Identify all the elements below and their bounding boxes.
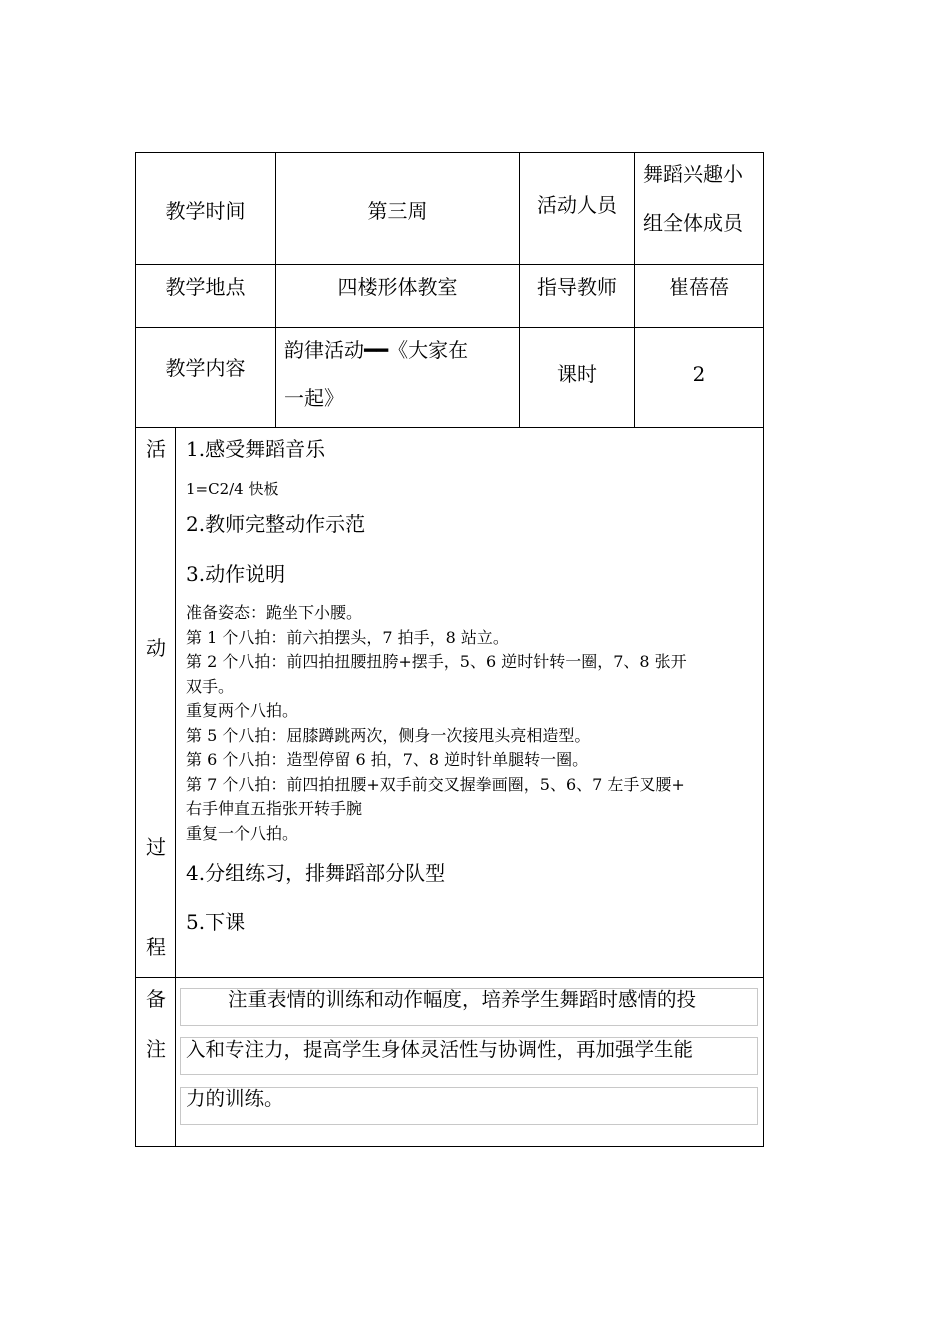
detail-line: 第 1 个八拍：前六拍摆头，7 拍手，8 站立。 [186,627,509,647]
table-row-divider [135,977,764,978]
hours-label: 课时 [557,362,597,386]
process-step-1: 1.感受舞蹈音乐 [186,437,326,461]
table-row-divider [135,327,764,328]
hours-value: 2 [692,362,706,386]
table-border-left [135,152,136,1147]
content-label: 教学内容 [165,356,246,380]
content-value-line2: 一起》 [284,386,344,410]
time-label: 教学时间 [165,199,246,223]
detail-line: 第 7 个八拍：前四拍扭腰+双手前交叉握拳画圈，5、6、7 左手叉腰+ [186,774,685,794]
people-value-line1: 舞蹈兴趣小 [643,162,743,186]
notes-side-char: 注 [146,1037,166,1061]
detail-line: 重复两个八拍。 [186,701,299,720]
action-details [186,601,758,846]
table-border-right [763,152,764,1147]
table-border-bottom [135,1146,764,1147]
note-text-line1: 注重表情的训练和动作幅度，培养学生舞蹈时感情的投 [228,988,697,1011]
table-row-divider [135,427,764,428]
tempo-marking: 1=C2/4 快板 [186,480,279,498]
teacher-label: 指导教师 [537,275,617,299]
process-side-char: 动 [146,636,166,660]
place-label: 教学地点 [165,275,246,299]
people-label: 活动人员 [537,193,617,217]
note-text-line3: 力的训练。 [186,1087,284,1110]
detail-line: 第 2 个八拍：前四拍扭腰扭胯+摆手，5、6 逆时针转一圈，7、8 张开 [186,652,687,671]
table-row-divider [135,264,764,265]
process-side-char: 过 [146,835,166,859]
process-side-char: 活 [146,437,166,461]
content-value-line1: 韵律活动━━《大家在 [284,338,469,362]
process-step-3: 3.动作说明 [186,562,286,586]
process-side-char: 程 [146,935,166,959]
detail-line: 双手。 [186,676,235,696]
detail-line: 第 6 个八拍：造型停留 6 拍，7、8 逆时针单腿转一圈。 [186,750,589,769]
table-border-top [135,152,764,153]
process-step-5: 5.下课 [186,910,246,934]
process-step-4: 4.分组练习，排舞蹈部分队型 [186,861,446,885]
place-value: 四楼形体教室 [337,275,458,299]
detail-line: 重复一个八拍。 [186,823,299,843]
table-col-divider [175,427,176,1147]
process-step-2: 2.教师完整动作示范 [186,512,366,536]
detail-line: 准备姿态：跪坐下小腰。 [186,603,363,622]
time-value: 第三周 [367,199,428,223]
note-text-line2: 入和专注力，提高学生身体灵活性与协调性，再加强学生能 [186,1038,694,1061]
notes-side-char: 备 [146,987,166,1011]
detail-line: 第 5 个八拍：屈膝蹲跳两次，侧身一次接甩头亮相造型。 [186,725,591,745]
people-value-line2: 组全体成员 [643,211,743,235]
detail-line: 右手伸直五指张开转手腕 [186,799,363,818]
teacher-value: 崔蓓蓓 [669,275,729,299]
